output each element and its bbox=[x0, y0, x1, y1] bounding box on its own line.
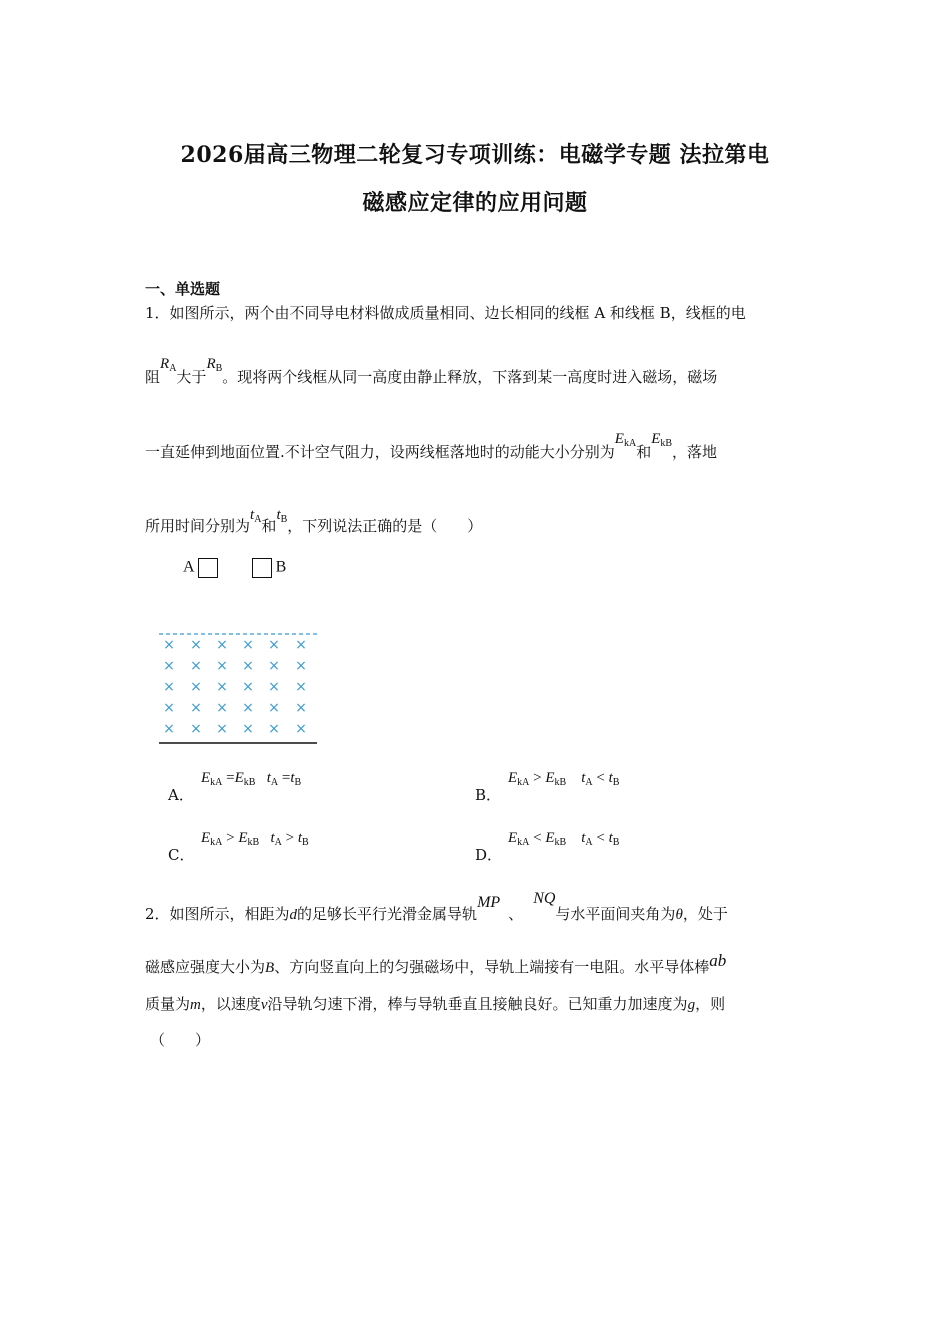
sub-ka: kA bbox=[623, 438, 637, 449]
field-mark: × bbox=[242, 637, 254, 653]
sub: A bbox=[274, 837, 282, 848]
page-title-line1: 2026届高三物理二轮复习专项训练：电磁学专题 法拉第电 bbox=[180, 142, 770, 168]
sub: kA bbox=[517, 837, 530, 848]
sub: B bbox=[302, 837, 309, 848]
option-label: D． bbox=[475, 846, 503, 864]
var-theta: θ bbox=[675, 907, 683, 923]
field-mark: × bbox=[190, 700, 202, 716]
q1-text: 大于 bbox=[176, 368, 207, 386]
q2-text: 、方向竖直向上的匀强磁场中，导轨上端接有一电阻。水平导体棒 bbox=[274, 958, 710, 976]
field-mark: × bbox=[216, 679, 228, 695]
field-mark: × bbox=[268, 658, 280, 674]
q2-text: ，以速度 bbox=[200, 995, 261, 1013]
q2-answer-paren: （ ） bbox=[150, 1031, 211, 1049]
page-title-line2: 磁感应定律的应用问题 bbox=[362, 190, 588, 216]
var-t: t bbox=[276, 507, 281, 523]
op: > bbox=[533, 770, 542, 786]
field-mark: × bbox=[295, 721, 307, 737]
option-label: B． bbox=[475, 786, 502, 804]
q2-text: 、 bbox=[508, 905, 524, 923]
q2-text: ，处于 bbox=[682, 905, 728, 923]
field-mark: × bbox=[242, 658, 254, 674]
field-mark: × bbox=[163, 658, 175, 674]
var-e: E bbox=[651, 431, 661, 447]
sub: B bbox=[612, 777, 620, 788]
q1-text: 。现将两个线框从同一高度由静止释放，下落到某一高度时进入磁场，磁场 bbox=[222, 368, 718, 386]
field-mark: × bbox=[268, 700, 280, 716]
sub: kA bbox=[210, 837, 223, 848]
q2-text: 沿导轨匀速下滑，棒与导轨垂直且接触良好。已知重力加速度为 bbox=[267, 995, 688, 1013]
q2-text: 2．如图所示，相距为 bbox=[145, 905, 290, 923]
field-mark: × bbox=[163, 637, 175, 653]
field-mark: × bbox=[216, 637, 228, 653]
var-t: t bbox=[250, 507, 255, 523]
field-mark: × bbox=[242, 721, 254, 737]
field-mark: × bbox=[190, 721, 202, 737]
var-b: B bbox=[265, 960, 275, 976]
field-mark: × bbox=[163, 679, 175, 695]
frame-a-label: A bbox=[183, 558, 194, 576]
field-mark: × bbox=[295, 637, 307, 653]
q1-text: 一直延伸到地面位置.不计空气阻力，设两线框落地时的动能大小分别为 bbox=[145, 443, 615, 461]
var-r: R bbox=[206, 356, 216, 372]
op: < bbox=[596, 830, 605, 846]
var-mp: MP bbox=[477, 894, 501, 911]
q1-line1: 1．如图所示，两个由不同导电材料做成质量相同、边长相同的线框 A 和线框 B，线框的电 bbox=[145, 304, 746, 322]
q1-text: ，下列说法正确的是（ ） bbox=[287, 517, 483, 535]
q1-text: ，落地 bbox=[672, 443, 718, 461]
field-mark: × bbox=[268, 721, 280, 737]
q2-line1 bbox=[145, 890, 728, 924]
field-mark: × bbox=[268, 679, 280, 695]
field-mark: × bbox=[216, 700, 228, 716]
q2-text: ，则 bbox=[695, 995, 726, 1013]
q1-line2 bbox=[145, 356, 718, 388]
sub: kA bbox=[210, 777, 223, 788]
q1-text: 和 bbox=[636, 443, 652, 461]
field-mark: × bbox=[216, 658, 228, 674]
field-mark: × bbox=[163, 721, 175, 737]
sub-kb: kB bbox=[660, 438, 673, 449]
sub-b: B bbox=[280, 514, 288, 525]
sub: A bbox=[585, 777, 593, 788]
sub: kB bbox=[247, 837, 260, 848]
field-marks bbox=[163, 637, 307, 737]
frame-b-label: B bbox=[275, 558, 287, 576]
sub: kB bbox=[243, 777, 256, 788]
q2-text: 的足够长平行光滑金属导轨 bbox=[297, 905, 478, 923]
magnetic-field-figure bbox=[155, 626, 325, 750]
option-label: C． bbox=[168, 846, 195, 864]
q1-text: 所用时间分别为 bbox=[145, 517, 251, 535]
sub: kA bbox=[517, 777, 530, 788]
sub: kB bbox=[554, 777, 567, 788]
op: = bbox=[281, 770, 291, 786]
field-mark: × bbox=[295, 700, 307, 716]
q2-text: 质量为 bbox=[145, 995, 191, 1013]
var-g: g bbox=[687, 997, 696, 1013]
op: < bbox=[596, 770, 605, 786]
section-heading: 一、单选题 bbox=[145, 280, 221, 298]
field-mark: × bbox=[295, 658, 307, 674]
var-e: E bbox=[614, 431, 624, 447]
q1-text: 和 bbox=[261, 517, 277, 535]
var-m: m bbox=[190, 997, 201, 1013]
field-mark: × bbox=[242, 700, 254, 716]
field-mark: × bbox=[242, 679, 254, 695]
var-ab: ab bbox=[709, 951, 727, 970]
sub: A bbox=[585, 837, 593, 848]
q1-line3 bbox=[145, 431, 718, 463]
sub-a: A bbox=[254, 514, 262, 525]
op: < bbox=[533, 830, 542, 846]
var-nq: NQ bbox=[533, 890, 556, 907]
option-label: A． bbox=[168, 786, 194, 804]
sub-a: A bbox=[169, 363, 177, 374]
q2-line3 bbox=[145, 993, 725, 1014]
frame-a-square bbox=[198, 558, 218, 578]
sub: kB bbox=[554, 837, 567, 848]
sub: A bbox=[270, 777, 279, 788]
field-mark: × bbox=[190, 658, 202, 674]
option-a[interactable]: A． $E_{kA} =E_{kB}$ $t_A =t_B$ bbox=[168, 770, 302, 804]
field-mark: × bbox=[190, 637, 202, 653]
field-mark: × bbox=[163, 700, 175, 716]
sub: B bbox=[294, 777, 302, 788]
field-mark: × bbox=[190, 679, 202, 695]
var-d: d bbox=[289, 907, 298, 923]
sub: B bbox=[612, 837, 620, 848]
q1-text: 阻 bbox=[145, 368, 161, 386]
op: > bbox=[226, 830, 235, 846]
q2-line2 bbox=[145, 951, 727, 977]
sub-b: B bbox=[215, 363, 223, 374]
var-v: v bbox=[260, 997, 268, 1013]
op: > bbox=[285, 830, 295, 846]
frame-labels-figure bbox=[183, 558, 286, 578]
option-c[interactable]: C． $E_{kA} > E_{kB}$ $t_A > t_B$ bbox=[168, 830, 309, 864]
field-mark: × bbox=[295, 679, 307, 695]
option-d[interactable]: D． $E_{kA} < E_{kB}$ $t_A < t_B$ bbox=[475, 830, 620, 864]
var-r: R bbox=[160, 356, 170, 372]
field-mark: × bbox=[268, 637, 280, 653]
op: = bbox=[226, 770, 235, 786]
option-b[interactable]: B． $E_{kA} > E_{kB}$ $t_A < t_B$ bbox=[475, 770, 620, 804]
field-mark: × bbox=[216, 721, 228, 737]
q2-text: 与水平面间夹角为 bbox=[555, 905, 676, 923]
q2-text: 磁感应强度大小为 bbox=[145, 958, 266, 976]
q1-line4 bbox=[145, 507, 483, 537]
frame-b-square bbox=[252, 558, 272, 578]
